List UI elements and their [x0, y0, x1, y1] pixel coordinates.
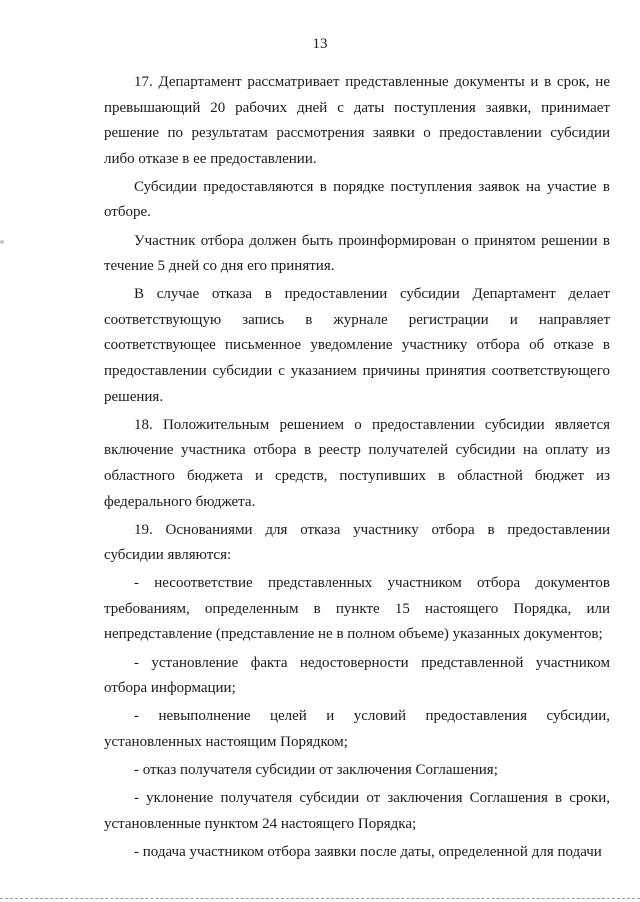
list-item-refusal-of-agreement: - отказ получателя субсидии от заключения Соглашения;: [134, 761, 498, 778]
list-item-false-information: - установление факта недостоверности представленной участником отбора информации;: [104, 654, 610, 697]
paragraph-18: 18. Положительным решением о предоставлении субсидии является включение участника отбора в реестр получателей субсидии на оплату из областного бюджета и средств, поступивших в областной бюджет из федерального бюджета.: [104, 416, 610, 510]
paragraph-order-of-applications: Субсидии предоставляются в порядке поступления заявок на участие в отборе.: [104, 178, 610, 221]
list-item-evasion-of-agreement: - уклонение получателя субсидии от заключения Соглашения в сроки, установленные пунктом 24 настоящего Порядка;: [104, 790, 610, 832]
paragraph-17: 17. Департамент рассматривает представленные документы и в срок, не превышающий 20 рабочих дней с даты поступления заявки, принимает решение по результатам рассмотрения заявки о предоставлении субсидии либо отказе в ее предоставлении.: [104, 74, 610, 167]
paragraph-refusal-notice: В случае отказа в предоставлении субсидии Департамент делает соответствующую запись в журнале регистрации и направляет соответствующее письменное уведомление участнику отбора об отказе в предоставлении субсидии с указанием причины принятия соответствующего решения.: [104, 286, 610, 405]
page-number: 13: [312, 36, 328, 52]
scan-dot: [0, 240, 4, 244]
list-item-conditions-not-met: - невыполнение целей и условий предоставления субсидии, установленных настоящим Порядком;: [104, 708, 610, 750]
scan-bottom-edge: [0, 898, 640, 899]
document-body: [104, 70, 610, 868]
list-item-late-application: - подача участником отбора заявки после даты, определенной для подачи: [134, 843, 602, 860]
paragraph-19: 19. Основаниями для отказа участнику отбора в предоставлении субсидии являются:: [104, 521, 610, 564]
paragraph-notification-period: Участник отбора должен быть проинформирован о принятом решении в течение 5 дней со дня его принятия.: [104, 232, 610, 275]
list-item-document-mismatch: - несоответствие представленных участником отбора документов требованиям, определенным в пункте 15 настоящего Порядка, или непредставление (представление не в полном объеме) указанных документов;: [104, 575, 610, 643]
